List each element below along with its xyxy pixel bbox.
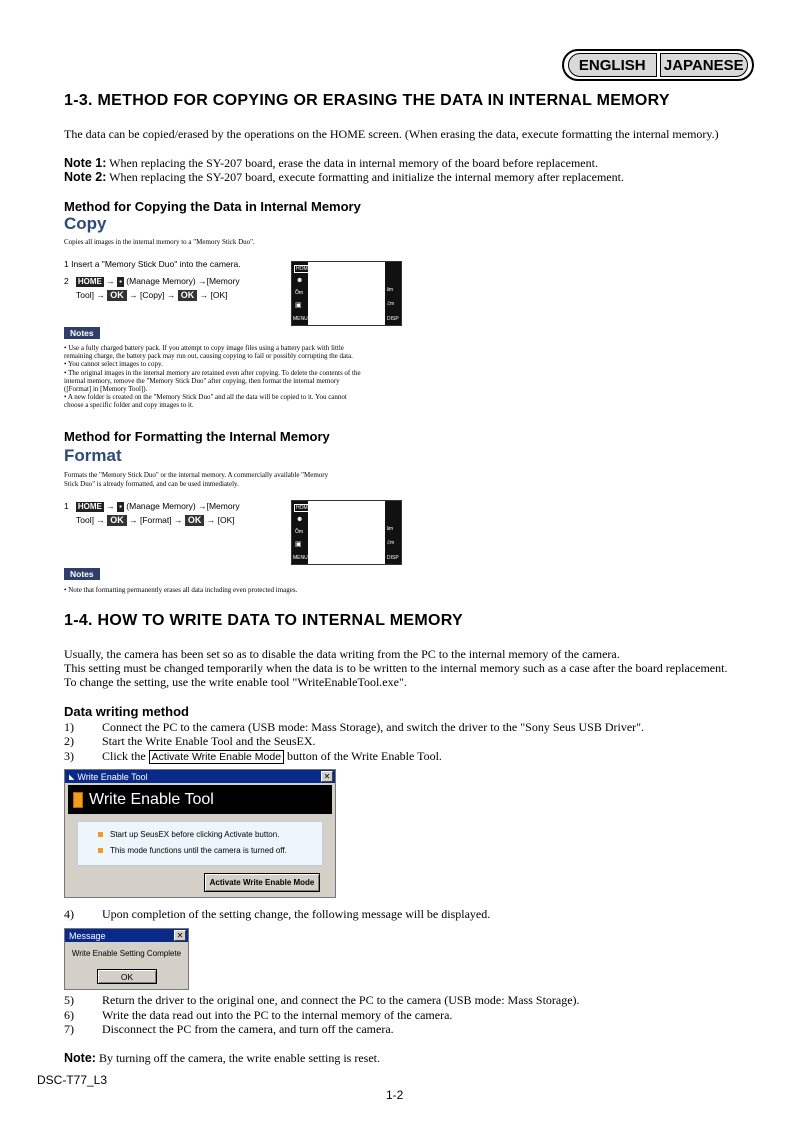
ok-button[interactable]: OK	[97, 969, 157, 984]
step-num: 6)	[64, 1008, 74, 1022]
english-tab[interactable]: ENGLISH	[568, 53, 657, 77]
step-text: Connect the PC to the camera (USB mode: Mass Storage), and switch the driver to the "Sony Seus USB Driver".	[102, 720, 645, 734]
arrow-icon: →	[106, 276, 115, 286]
step-number: 2	[64, 276, 69, 286]
inline-activate-button: Activate Write Enable Mode	[149, 750, 284, 764]
section-1-3-title: 1-3. METHOD FOR COPYING OR ERASING THE DATA IN INTERNAL MEMORY	[64, 92, 670, 109]
close-icon[interactable]: ✕	[174, 930, 186, 941]
camera-screen-copy	[291, 261, 402, 326]
message-text: Write Enable Setting Complete	[71, 949, 182, 958]
arrow-icon: →	[198, 501, 207, 511]
section-1-4-para-2: This setting must be changed temporarily when the data is to be written to the internal memory such as a case after the board replacement.	[64, 661, 728, 675]
section-1-4-para-1: Usually, the camera has been set so as to disable the data writing from the PC to the internal memory of the camera.	[64, 647, 620, 661]
note-line: • You cannot select images to copy.	[64, 360, 163, 369]
step-1	[64, 720, 644, 735]
arrow-icon: →	[129, 290, 138, 300]
step-num: 7)	[64, 1022, 74, 1036]
tool-header-bar	[68, 785, 332, 814]
step-text: Upon completion of the setting change, the following message will be displayed.	[102, 907, 491, 921]
ok-key: OK	[178, 290, 198, 301]
step-3	[64, 749, 442, 765]
memory-label: [Memory	[206, 276, 240, 286]
info-line-1-text: Start up SeusEX before clicking Activate button.	[110, 830, 280, 839]
home-key: HOME	[77, 276, 102, 286]
image-icon: ▣	[295, 302, 302, 309]
camera-left-bar	[292, 262, 311, 325]
arrow-icon: →	[198, 276, 207, 286]
window-title: Write Enable Tool	[77, 771, 148, 782]
step-num: 1)	[64, 720, 74, 734]
step-text-post: button of the Write Enable Tool.	[284, 749, 442, 763]
note-line: choose a specific folder and copy images to it.	[64, 401, 194, 410]
info-icon: ℹm	[387, 526, 394, 532]
step-4	[64, 907, 490, 922]
step-2	[64, 734, 316, 749]
ok-item-label: [OK]	[210, 290, 228, 300]
copy-notes-tag: Notes	[64, 327, 100, 339]
camera-mode-icon: Ȍm	[295, 529, 304, 535]
arrow-icon: →	[96, 515, 105, 525]
format-big-title: Format	[64, 446, 122, 465]
arrow-icon: →	[174, 515, 183, 525]
window-titlebar	[65, 929, 188, 942]
bullet-icon	[98, 848, 103, 853]
home-icon: HOME	[296, 505, 311, 511]
close-icon[interactable]: ✕	[321, 771, 333, 782]
ok-key: OK	[185, 515, 205, 526]
menu-icon: MENU	[293, 316, 308, 322]
info-line-2-text: This mode functions until the camera is turned off.	[110, 846, 287, 855]
step-6	[64, 1008, 452, 1023]
camera-mode-icon: Ȍm	[295, 290, 304, 296]
home-icon: HOME	[296, 266, 311, 272]
format-notes-tag: Notes	[64, 568, 100, 580]
memory-label: [Memory	[206, 501, 240, 511]
language-tabs	[562, 49, 754, 81]
ok-key: OK	[107, 515, 127, 526]
manage-memory-label: (Manage Memory)	[126, 276, 196, 286]
section-1-3-intro: The data can be copied/erased by the operations on the HOME screen. (When erasing the data, execute formatting the internal memory.)	[64, 127, 719, 141]
image-icon: ▣	[295, 541, 302, 548]
step-num: 3)	[64, 749, 74, 763]
disp-icon: DISP	[387, 316, 399, 322]
camera-right-bar	[385, 262, 401, 325]
step-number: 1	[64, 501, 69, 511]
chip-icon	[73, 792, 83, 808]
note-line: • The original images in the internal memory are retained even after copying. To delete the contents of the	[64, 368, 361, 377]
step-num: 2)	[64, 734, 74, 748]
arrow-icon: →	[129, 515, 138, 525]
format-description-1: Formats the "Memory Stick Duo" or the internal memory. A commercially available "Memory	[64, 471, 329, 479]
note-line: ([Format] in [Memory Tool]).	[64, 385, 148, 394]
arrow-icon: →	[199, 290, 209, 300]
arrow-icon: →	[106, 501, 115, 511]
info-line-2	[98, 846, 287, 855]
manage-memory-label: (Manage Memory)	[126, 501, 196, 511]
message-window	[64, 928, 189, 990]
footer-page-number: 1-2	[386, 1088, 404, 1102]
arrow-icon: →	[96, 290, 105, 300]
copy-method-heading: Method for Copying the Data in Internal Memory	[64, 199, 361, 214]
step-num: 4)	[64, 907, 74, 921]
tool-label: Tool]	[76, 290, 94, 300]
step-5	[64, 993, 580, 1008]
note-2-label: Note 2:	[64, 170, 107, 184]
step-text: Write the data read out into the PC to the internal memory of the camera.	[102, 1008, 453, 1022]
final-note-label: Note:	[64, 1051, 96, 1065]
note-line: internal memory, remove the "Memory Stick Duo" after copying, then format the internal memory	[64, 376, 340, 385]
disp-icon: DISP	[387, 555, 399, 561]
section-1-4-title: 1-4. HOW TO WRITE DATA TO INTERNAL MEMORY	[64, 612, 463, 629]
window-titlebar	[65, 770, 335, 783]
step-num: 5)	[64, 993, 74, 1007]
flash-icon: ℰm	[387, 540, 395, 546]
copy-item-label: [Copy]	[139, 290, 165, 300]
window-app-icon: ◣	[69, 773, 75, 781]
footer-model: DSC-T77_L3	[37, 1073, 108, 1087]
format-item-label: [Format]	[139, 515, 172, 525]
copy-notes-list	[64, 344, 361, 410]
note-2-text: When replacing the SY-207 board, execute formatting and initialize the internal memory after replacement.	[106, 170, 624, 184]
write-enable-tool-window	[64, 769, 336, 898]
section-1-4-para-3: To change the setting, use the write enable tool "WriteEnableTool.exe".	[64, 675, 407, 689]
japanese-tab[interactable]: JAPANESE	[660, 53, 749, 77]
format-description-2: Stick Duo" is already formatted, and can be used immediately.	[64, 480, 239, 488]
tool-header-title: Write Enable Tool	[89, 790, 214, 808]
format-method-heading: Method for Formatting the Internal Memory	[64, 429, 330, 444]
note-2	[64, 170, 624, 185]
ok-key: OK	[107, 290, 127, 301]
format-note: • Note that formatting permanently erases all data including even protected images.	[64, 586, 298, 594]
camera-right-bar	[385, 501, 401, 564]
note-1-text: When replacing the SY-207 board, erase the data in internal memory of the board before replacement.	[106, 156, 598, 170]
ok-item-label: [OK]	[217, 515, 235, 525]
copy-step-2-line-2	[76, 290, 228, 301]
manage-memory-icon: ▪	[119, 501, 122, 511]
step-text-pre: Click the	[102, 749, 149, 763]
smile-icon: ☻	[296, 277, 304, 284]
tool-label: Tool]	[76, 515, 94, 525]
home-key: HOME	[77, 501, 102, 511]
note-1	[64, 156, 598, 171]
manage-memory-icon: ▪	[119, 276, 122, 286]
copy-big-title: Copy	[64, 214, 107, 233]
final-note-text: By turning off the camera, the write enable setting is reset.	[95, 1051, 380, 1065]
format-step-1-line-1	[64, 501, 240, 512]
info-icon: ℹm	[387, 287, 394, 293]
flash-icon: ℰm	[387, 301, 395, 307]
format-step-1-line-2	[76, 515, 235, 526]
activate-write-enable-button[interactable]: Activate Write Enable Mode	[204, 873, 320, 892]
copy-step-1: 1 Insert a "Memory Stick Duo" into the camera.	[64, 259, 241, 269]
copy-step-2-line-1	[64, 276, 240, 287]
tool-info-panel	[77, 821, 323, 866]
smile-icon: ☻	[296, 516, 304, 523]
data-writing-method-heading: Data writing method	[64, 704, 189, 719]
arrow-icon: →	[206, 515, 216, 525]
arrow-icon: →	[166, 290, 176, 300]
final-note	[64, 1051, 380, 1066]
note-1-label: Note 1:	[64, 156, 107, 170]
info-line-1	[98, 830, 279, 839]
menu-icon: MENU	[293, 555, 308, 561]
camera-screen-format	[291, 500, 402, 565]
note-line: • A new folder is created on the "Memory Stick Duo" and all the data will be copied to it. You cannot	[64, 393, 347, 402]
note-line: • Use a fully charged battery pack. If you attempt to copy image files using a battery pack with little	[64, 344, 344, 352]
step-text: Return the driver to the original one, and connect the PC to the camera (USB mode: Mass Storage).	[102, 993, 580, 1007]
note-line: remaining charge, the battery pack may run out, causing copying to fail or possibly corrupting the data.	[64, 352, 353, 361]
step-7	[64, 1022, 394, 1037]
camera-left-bar	[292, 501, 311, 564]
window-title: Message	[69, 930, 106, 941]
copy-description: Copies all images in the internal memory to a "Memory Stick Duo".	[64, 238, 255, 246]
step-text: Start the Write Enable Tool and the SeusEX.	[102, 734, 316, 748]
step-text: Disconnect the PC from the camera, and turn off the camera.	[102, 1022, 394, 1036]
bullet-icon	[98, 832, 103, 837]
